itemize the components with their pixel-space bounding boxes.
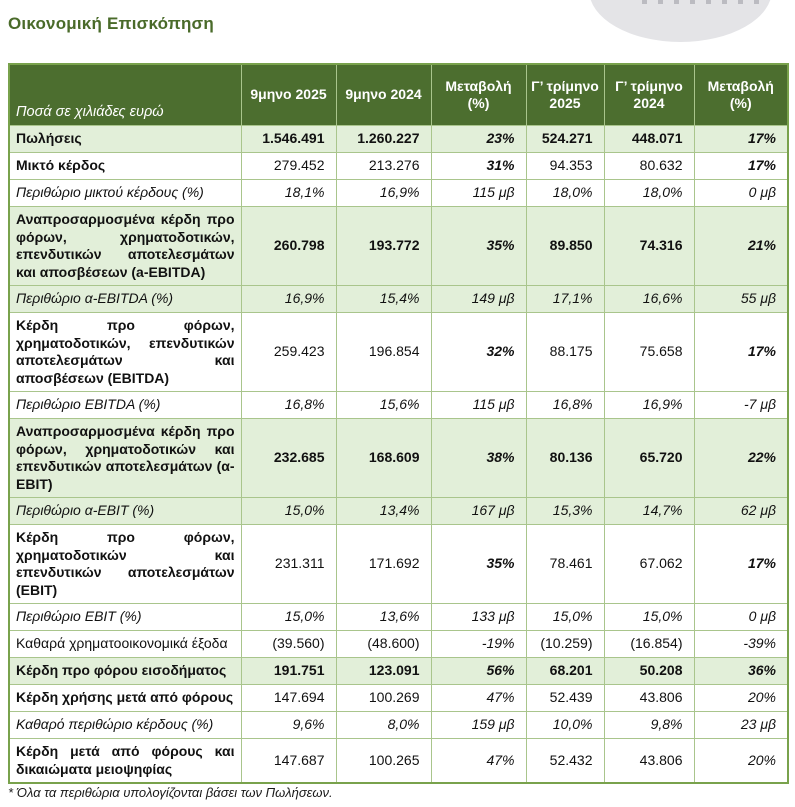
table-header-col-q3-2025: Γ’ τρίμηνο 2025 xyxy=(526,64,604,126)
value-cell: 13,4% xyxy=(336,498,431,525)
value-cell: 196.854 xyxy=(336,313,431,392)
value-cell: 16,6% xyxy=(604,286,694,313)
change-cell: 38% xyxy=(431,419,526,498)
row-label-cell: Περιθώριο EBITDA (%) xyxy=(9,392,241,419)
table-header-col-q3-2024: Γ’ τρίμηνο 2024 xyxy=(604,64,694,126)
row-label-cell: Μικτό κέρδος xyxy=(9,153,241,180)
value-cell: 9,6% xyxy=(241,712,336,739)
value-cell: 123.091 xyxy=(336,658,431,685)
row-label-cell: Καθαρά χρηματοοικονομικά έξοδα xyxy=(9,631,241,658)
table-header-col-change-1: Μεταβολή (%) xyxy=(431,64,526,126)
table-header-units-label: Ποσά σε χιλιάδες ευρώ xyxy=(9,64,241,126)
change-cell: 36% xyxy=(694,658,788,685)
change-cell: 0 μβ xyxy=(694,180,788,207)
change-cell: -39% xyxy=(694,631,788,658)
value-cell: 75.658 xyxy=(604,313,694,392)
value-cell: 14,7% xyxy=(604,498,694,525)
change-cell: 23 μβ xyxy=(694,712,788,739)
value-cell: 65.720 xyxy=(604,419,694,498)
value-cell: 15,0% xyxy=(526,604,604,631)
value-cell: 16,9% xyxy=(604,392,694,419)
change-cell: 115 μβ xyxy=(431,392,526,419)
value-cell: 80.632 xyxy=(604,153,694,180)
change-cell: 22% xyxy=(694,419,788,498)
value-cell: (39.560) xyxy=(241,631,336,658)
logo-text-remnant xyxy=(642,0,762,4)
row-label-cell: Πωλήσεις xyxy=(9,126,241,153)
value-cell: 15,0% xyxy=(241,604,336,631)
table-row xyxy=(9,525,788,604)
change-cell: 17% xyxy=(694,525,788,604)
row-label-cell: Κέρδη χρήσης μετά από φόρους xyxy=(9,685,241,712)
value-cell: 100.269 xyxy=(336,685,431,712)
table-row xyxy=(9,286,788,313)
value-cell: 259.423 xyxy=(241,313,336,392)
change-cell: 35% xyxy=(431,525,526,604)
change-cell: 47% xyxy=(431,685,526,712)
value-cell: 88.175 xyxy=(526,313,604,392)
value-cell: 89.850 xyxy=(526,207,604,286)
value-cell: 94.353 xyxy=(526,153,604,180)
value-cell: 52.432 xyxy=(526,739,604,784)
change-cell: 17% xyxy=(694,153,788,180)
value-cell: 18,0% xyxy=(526,180,604,207)
value-cell: 8,0% xyxy=(336,712,431,739)
change-cell: -7 μβ xyxy=(694,392,788,419)
table-row xyxy=(9,712,788,739)
change-cell: 20% xyxy=(694,739,788,784)
change-cell: 149 μβ xyxy=(431,286,526,313)
change-cell: 35% xyxy=(431,207,526,286)
table-row xyxy=(9,658,788,685)
value-cell: 13,6% xyxy=(336,604,431,631)
row-label-cell: Κέρδη προ φόρων, χρηματοδοτικών και επενδυτικών αποτελεσμάτων (EBIT) xyxy=(9,525,241,604)
value-cell: 80.136 xyxy=(526,419,604,498)
table-row xyxy=(9,392,788,419)
value-cell: 16,9% xyxy=(336,180,431,207)
change-cell: 17% xyxy=(694,126,788,153)
value-cell: 15,0% xyxy=(241,498,336,525)
value-cell: 43.806 xyxy=(604,739,694,784)
change-cell: 17% xyxy=(694,313,788,392)
value-cell: 231.311 xyxy=(241,525,336,604)
change-cell: 21% xyxy=(694,207,788,286)
value-cell: 9,8% xyxy=(604,712,694,739)
change-cell: 47% xyxy=(431,739,526,784)
value-cell: 18,1% xyxy=(241,180,336,207)
row-label-cell: Καθαρό περιθώριο κέρδους (%) xyxy=(9,712,241,739)
value-cell: 524.271 xyxy=(526,126,604,153)
value-cell: 16,8% xyxy=(526,392,604,419)
change-cell: 115 μβ xyxy=(431,180,526,207)
row-label-cell: Αναπροσαρμοσμένα κέρδη προ φόρων, χρηματοδοτικών και επενδυτικών αποτελεσμάτων (α-EBIT) xyxy=(9,419,241,498)
table-row xyxy=(9,153,788,180)
value-cell: 50.208 xyxy=(604,658,694,685)
value-cell: 1.260.227 xyxy=(336,126,431,153)
change-cell: 32% xyxy=(431,313,526,392)
row-label-cell: Περιθώριο μικτού κέρδους (%) xyxy=(9,180,241,207)
table-row xyxy=(9,685,788,712)
value-cell: 52.439 xyxy=(526,685,604,712)
value-cell: 213.276 xyxy=(336,153,431,180)
value-cell: (16.854) xyxy=(604,631,694,658)
value-cell: 43.806 xyxy=(604,685,694,712)
value-cell: 15,4% xyxy=(336,286,431,313)
value-cell: 279.452 xyxy=(241,153,336,180)
table-body xyxy=(9,126,788,784)
change-cell: 56% xyxy=(431,658,526,685)
change-cell: 133 μβ xyxy=(431,604,526,631)
logo-circle-icon xyxy=(589,0,772,42)
value-cell: 232.685 xyxy=(241,419,336,498)
change-cell: 167 μβ xyxy=(431,498,526,525)
value-cell: 67.062 xyxy=(604,525,694,604)
table-header-col-9m-2024: 9μηνο 2024 xyxy=(336,64,431,126)
table-row xyxy=(9,419,788,498)
table-row xyxy=(9,604,788,631)
value-cell: 191.751 xyxy=(241,658,336,685)
value-cell: 1.546.491 xyxy=(241,126,336,153)
table-row xyxy=(9,313,788,392)
row-label-cell: Κέρδη μετά από φόρους και δικαιώματα μειοψηφίας xyxy=(9,739,241,784)
row-label-cell: Περιθώριο α-EBIT (%) xyxy=(9,498,241,525)
row-label-cell: Κέρδη προ φόρου εισοδήματος xyxy=(9,658,241,685)
table-row xyxy=(9,739,788,784)
value-cell: 16,8% xyxy=(241,392,336,419)
value-cell: 15,3% xyxy=(526,498,604,525)
value-cell: (10.259) xyxy=(526,631,604,658)
change-cell: -19% xyxy=(431,631,526,658)
change-cell: 62 μβ xyxy=(694,498,788,525)
change-cell: 20% xyxy=(694,685,788,712)
value-cell: 260.798 xyxy=(241,207,336,286)
footnote: * Όλα τα περιθώρια υπολογίζονται βάσει των Πωλήσεων. xyxy=(8,785,333,800)
value-cell: 17,1% xyxy=(526,286,604,313)
table-row xyxy=(9,631,788,658)
table-row xyxy=(9,180,788,207)
row-label-cell: Αναπροσαρμοσμένα κέρδη προ φόρων, χρηματοδοτικών, επενδυτικών αποτελεσμάτων και αποσβέσεων (a-EBITDA) xyxy=(9,207,241,286)
value-cell: 147.694 xyxy=(241,685,336,712)
value-cell: 193.772 xyxy=(336,207,431,286)
change-cell: 55 μβ xyxy=(694,286,788,313)
table-row xyxy=(9,207,788,286)
value-cell: 18,0% xyxy=(604,180,694,207)
table-header-row xyxy=(9,64,788,126)
change-cell: 159 μβ xyxy=(431,712,526,739)
table-header-col-9m-2025: 9μηνο 2025 xyxy=(241,64,336,126)
row-label-cell: Περιθώριο α-EBITDA (%) xyxy=(9,286,241,313)
value-cell: 147.687 xyxy=(241,739,336,784)
value-cell: 68.201 xyxy=(526,658,604,685)
value-cell: 16,9% xyxy=(241,286,336,313)
value-cell: 74.316 xyxy=(604,207,694,286)
value-cell: 448.071 xyxy=(604,126,694,153)
value-cell: 100.265 xyxy=(336,739,431,784)
table-row xyxy=(9,126,788,153)
value-cell: 168.609 xyxy=(336,419,431,498)
change-cell: 0 μβ xyxy=(694,604,788,631)
table-header-col-change-2: Μεταβολή (%) xyxy=(694,64,788,126)
value-cell: (48.600) xyxy=(336,631,431,658)
row-label-cell: Κέρδη προ φόρων, χρηματοδοτικών, επενδυτικών αποτελεσμάτων και αποσβέσεων (EBITDA) xyxy=(9,313,241,392)
table-row xyxy=(9,498,788,525)
page-title: Οικονομική Επισκόπηση xyxy=(8,14,214,33)
value-cell: 78.461 xyxy=(526,525,604,604)
change-cell: 31% xyxy=(431,153,526,180)
value-cell: 10,0% xyxy=(526,712,604,739)
change-cell: 23% xyxy=(431,126,526,153)
value-cell: 15,6% xyxy=(336,392,431,419)
value-cell: 171.692 xyxy=(336,525,431,604)
financial-overview-table xyxy=(8,63,789,784)
value-cell: 15,0% xyxy=(604,604,694,631)
row-label-cell: Περιθώριο EBIT (%) xyxy=(9,604,241,631)
